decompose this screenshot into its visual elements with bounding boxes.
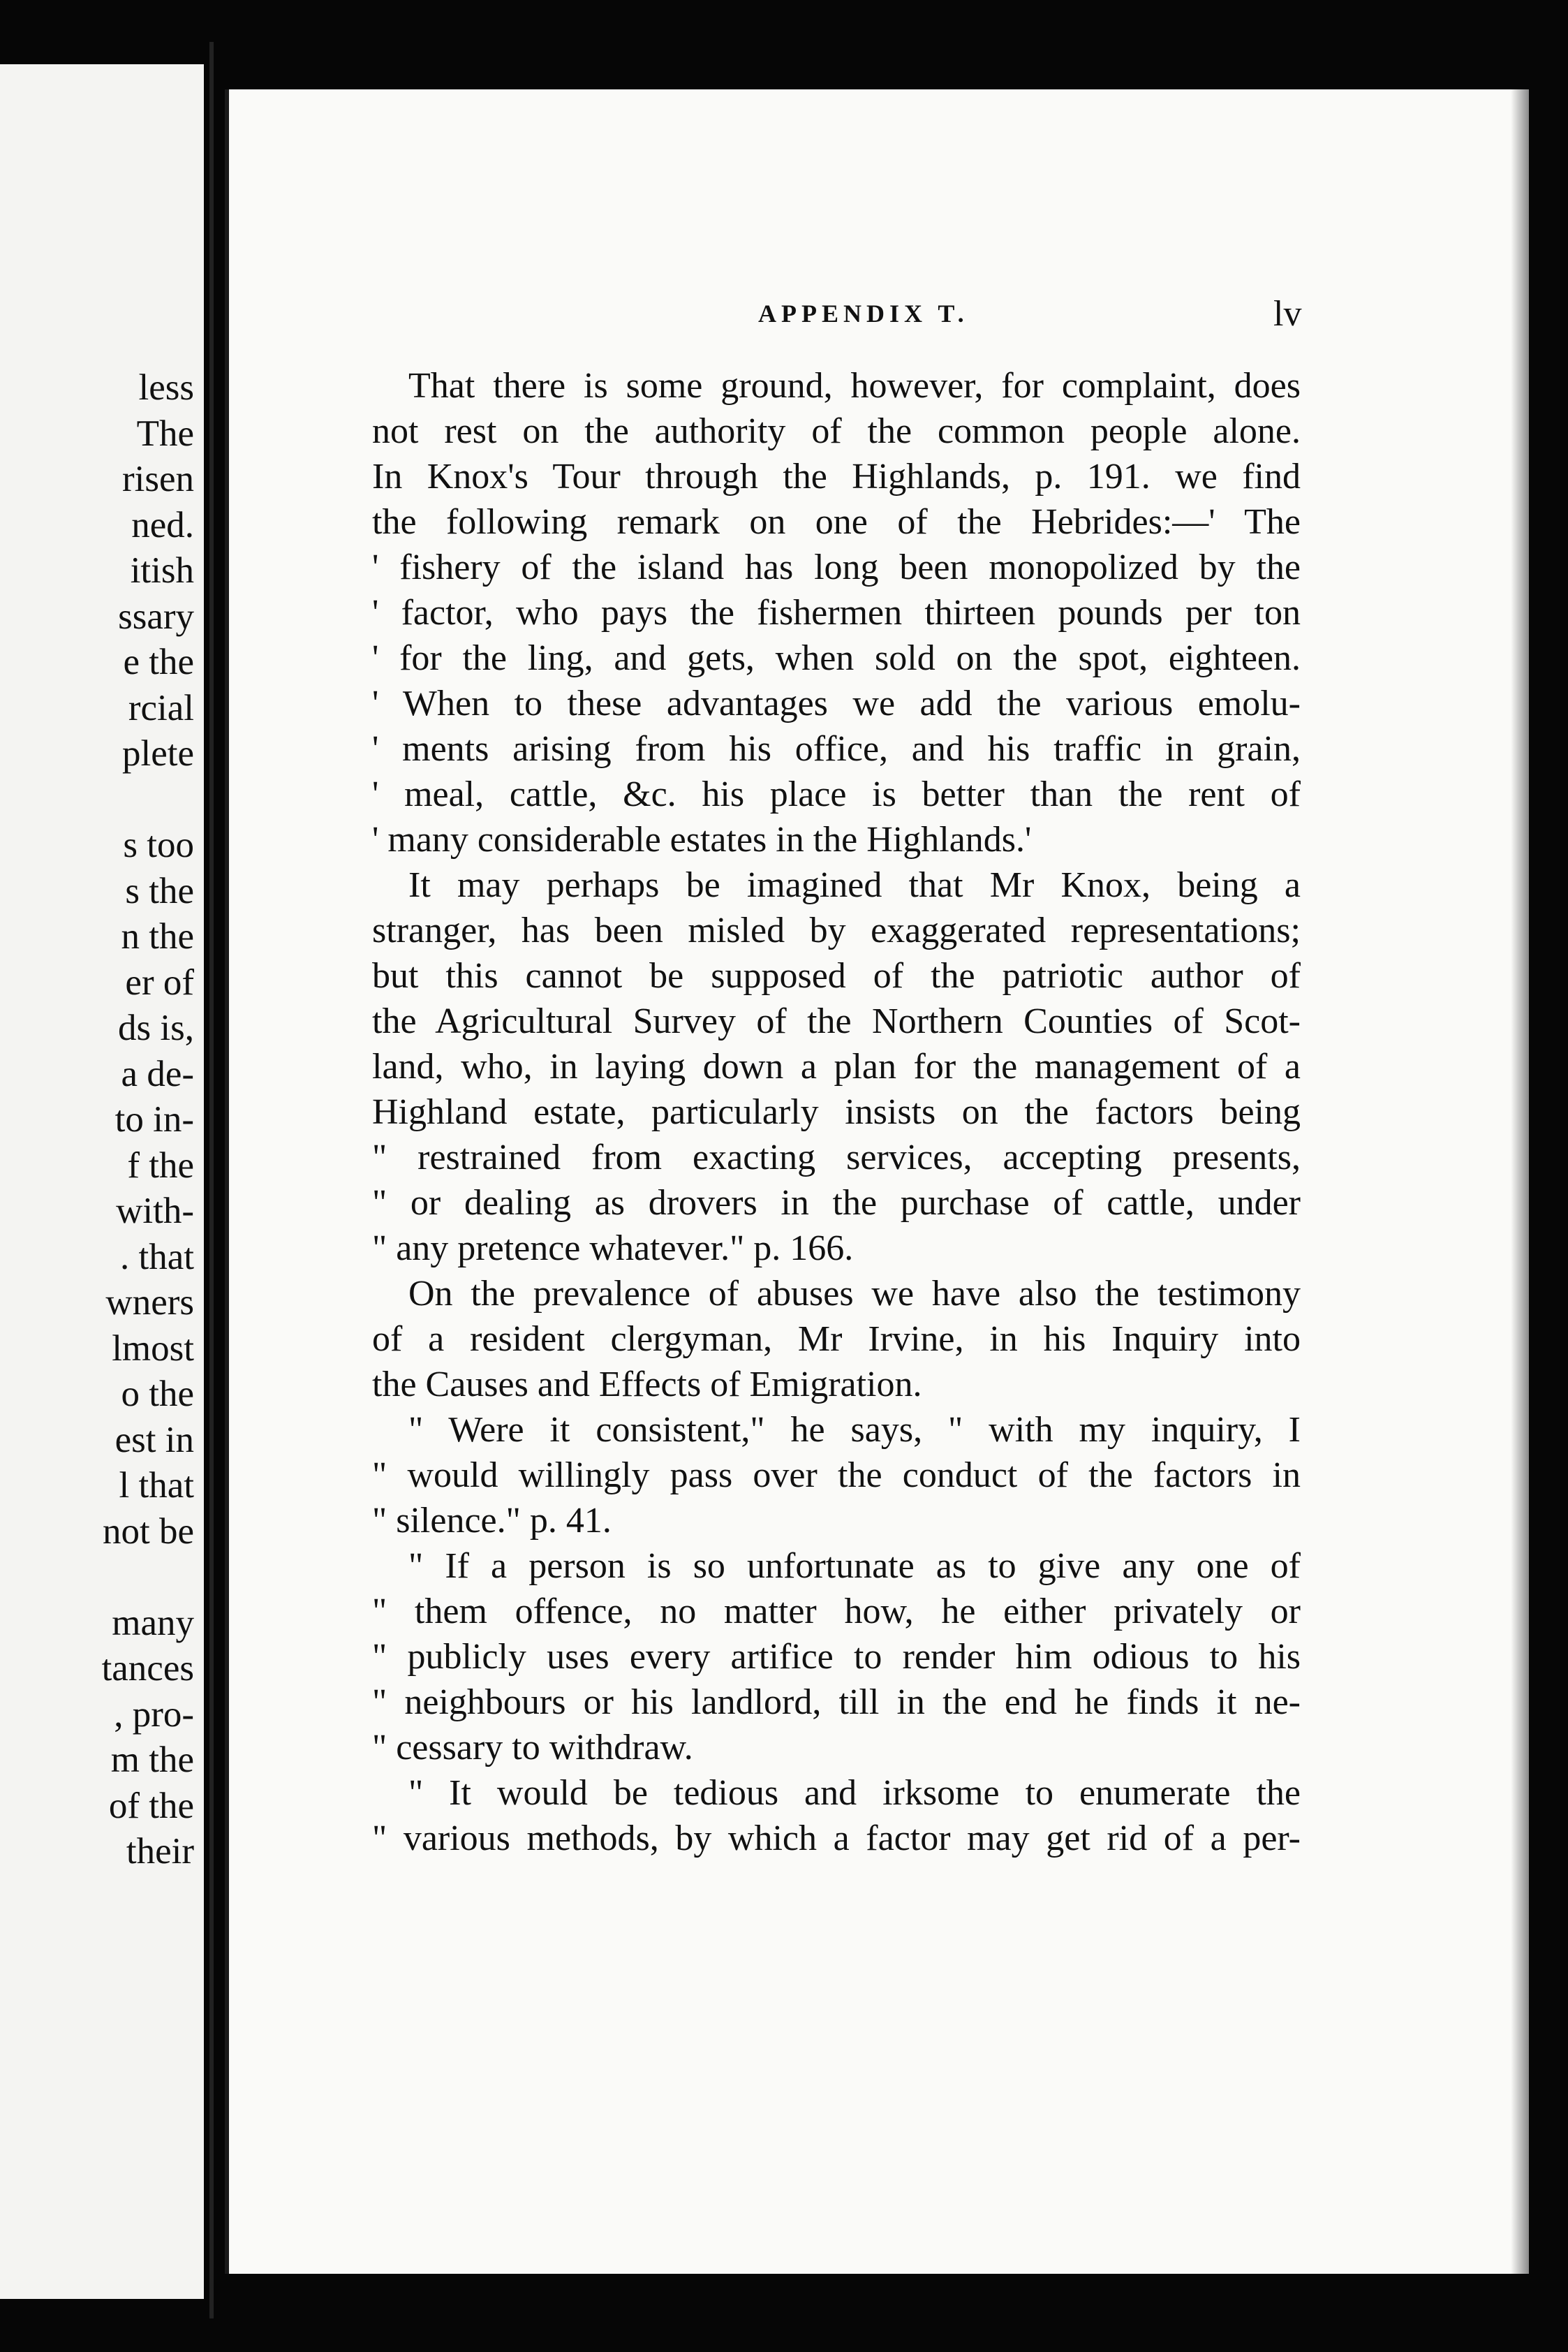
facing-page-line: n the	[121, 916, 194, 957]
text-line: " It would be tedious and irksome to enumerate the	[408, 1773, 1301, 1813]
text-line: ' When to these advantages we add the various emolu-	[372, 684, 1301, 723]
text-line: That there is some ground, however, for complaint, does	[408, 366, 1301, 406]
facing-page-line: wners	[105, 1282, 194, 1323]
text-line: ' for the ling, and gets, when sold on the spot, eighteen.	[372, 638, 1301, 678]
facing-page-line: plete	[122, 733, 194, 774]
running-head	[229, 294, 1529, 348]
body-text	[372, 363, 1301, 1861]
text-line: not rest on the authority of the common people alone.	[372, 411, 1301, 451]
facing-page-line: to in-	[114, 1099, 194, 1140]
text-line: ' ments arising from his office, and his traffic in grain,	[372, 729, 1301, 769]
text-line: but this cannot be supposed of the patriotic author of	[372, 956, 1301, 996]
text-line: It may perhaps be imagined that Mr Knox, being a	[408, 865, 1301, 905]
text-line: " them offence, no matter how, he either privately or	[372, 1592, 1301, 1631]
facing-page-line: m the	[110, 1740, 194, 1780]
facing-page-line: itish	[130, 550, 194, 591]
text-line: In Knox's Tour through the Highlands, p. 191. we find	[372, 457, 1301, 497]
facing-page-line: not be	[103, 1511, 194, 1552]
facing-page-fragment	[0, 64, 204, 2299]
running-head-title: APPENDIX T.	[758, 300, 969, 328]
facing-page-line: risen	[121, 459, 194, 499]
facing-page-line: s too	[123, 825, 194, 865]
text-line: the following remark on one of the Hebrides:—' The	[372, 502, 1301, 542]
facing-page-line: their	[126, 1831, 194, 1872]
facing-page-line: tances	[101, 1648, 194, 1689]
facing-page-line: less	[138, 367, 194, 408]
facing-page-line: rcial	[128, 687, 194, 728]
facing-page-line: a de-	[121, 1053, 194, 1094]
facing-page-line: o the	[121, 1374, 194, 1414]
text-line: " various methods, by which a factor may get rid of a per-	[372, 1818, 1301, 1858]
facing-page-line: est in	[114, 1419, 194, 1460]
text-line: " silence." p. 41.	[372, 1501, 612, 1541]
facing-page-line: of the	[108, 1785, 194, 1826]
facing-page-line: with-	[116, 1191, 194, 1231]
facing-page-line: e the	[123, 642, 194, 682]
facing-page-line: ned.	[131, 504, 194, 545]
facing-page-line: many	[112, 1602, 194, 1643]
text-line: of a resident clergyman, Mr Irvine, in his Inquiry into	[372, 1319, 1301, 1359]
facing-page-line: . that	[120, 1236, 194, 1277]
text-line: ' many considerable estates in the Highlands.'	[372, 820, 1032, 860]
page-edge-shadow	[1511, 89, 1529, 2274]
text-line: " cessary to withdraw.	[372, 1728, 693, 1767]
text-line: " If a person is so unfortunate as to give any one of	[408, 1546, 1301, 1586]
gutter	[209, 42, 214, 2318]
text-line: " would willingly pass over the conduct of the factors in	[372, 1455, 1301, 1495]
text-line: ' fishery of the island has long been monopolized by the	[372, 547, 1301, 587]
book-page	[225, 89, 1529, 2274]
facing-page-line: ssary	[118, 596, 194, 637]
text-line: " restrained from exacting services, accepting presents,	[372, 1138, 1301, 1177]
facing-page-line: lmost	[112, 1328, 194, 1369]
text-line: stranger, has been misled by exaggerated representations;	[372, 911, 1301, 950]
text-line: " publicly uses every artifice to render him odious to his	[372, 1637, 1301, 1677]
text-line: " or dealing as drovers in the purchase of cattle, under	[372, 1183, 1301, 1223]
page-number: lv	[1273, 294, 1302, 334]
facing-page-line: The	[136, 413, 194, 454]
text-line: " Were it consistent," he says, " with my inquiry, I	[408, 1410, 1301, 1450]
text-line: On the prevalence of abuses we have also the testimony	[408, 1274, 1301, 1314]
text-line: land, who, in laying down a plan for the management of a	[372, 1047, 1301, 1087]
text-line: ' meal, cattle, &c. his place is better than the rent of	[372, 774, 1301, 814]
text-line: ' factor, who pays the fishermen thirteen pounds per ton	[372, 593, 1301, 633]
facing-page-line: ds is,	[118, 1008, 194, 1048]
text-line: " neighbours or his landlord, till in the end he finds it ne-	[372, 1682, 1301, 1722]
facing-page-line: f the	[127, 1145, 194, 1186]
facing-page-line: er of	[125, 962, 194, 1003]
text-line: Highland estate, particularly insists on the factors being	[372, 1092, 1301, 1132]
facing-page-line: s the	[125, 870, 194, 911]
text-line: " any pretence whatever." p. 166.	[372, 1228, 854, 1268]
text-line: the Agricultural Survey of the Northern Counties of Scot-	[372, 1001, 1301, 1041]
text-line: the Causes and Effects of Emigration.	[372, 1365, 922, 1404]
facing-page-line: , pro-	[114, 1693, 194, 1735]
facing-page-line: l that	[119, 1465, 194, 1506]
